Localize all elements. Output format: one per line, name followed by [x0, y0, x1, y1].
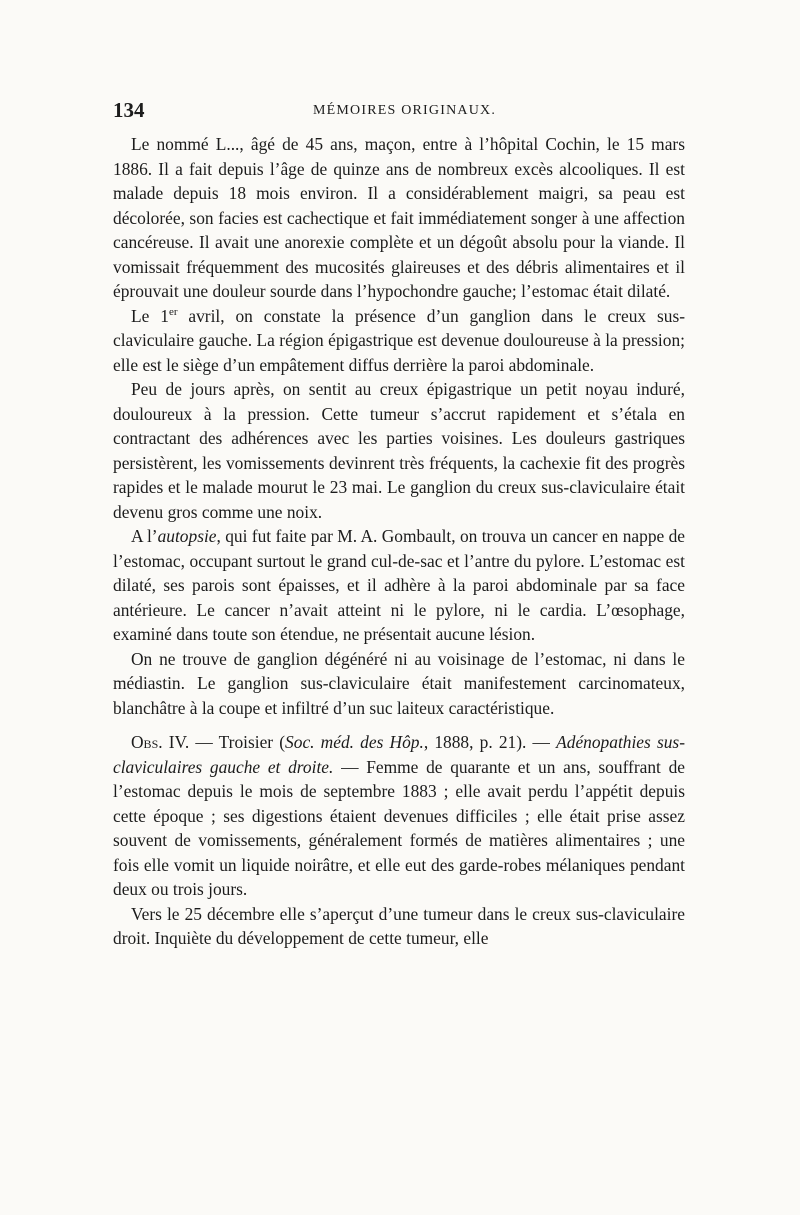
observation-title: Adénopathies sus-claviculaires gauche et droite. — [113, 732, 685, 777]
paragraph-autopsy — [113, 524, 685, 647]
paragraph-april-text: avril, on constate la présence d’un ganglion dans le creux sus-claviculaire gauche. La région épigastrique est devenue douloureuse à la pression; elle est le siège d’un empâtement diffus derrière la paroi abdominale. — [113, 305, 686, 375]
observation-author: — Troisier ( — [189, 732, 286, 752]
autopsy-term: autopsie — [157, 526, 217, 546]
observation-entry — [113, 730, 685, 902]
paragraph-december: Vers le 25 décembre elle s’aperçut d’une tumeur dans le creux sus-claviculaire droit. Inquiète du développement de cette tumeur, elle — [113, 903, 685, 948]
paragraph-ganglion: On ne trouve de ganglion dégénéré ni au voisinage de l’estomac, ni dans le médiastin. Le ganglion sus-claviculaire était manifestement carcinomateux, blanchâtre à la coupe et infiltré d’un suc laiteux caractéristique. — [113, 648, 685, 718]
observation-source: Soc. méd. des Hôp. — [285, 732, 424, 752]
ordinal-superscript: er — [168, 305, 178, 318]
paragraph-tumor-progress: Peu de jours après, on sentit au creux épigastrique un petit noyau induré, douloureux à la pression. Cette tumeur s’accrut rapidement et s’étala en contractant des adhérences avec les parties voisines. Les douleurs gastriques persistèrent, les vomissements devinrent très fréquents, la cachexie fit des progrès rapides et le malade mourut le 23 mai. Le ganglion du creux sus-claviculaire était devenu gros comme une noix. — [113, 379, 685, 522]
paragraph-april-finding — [113, 304, 685, 378]
observation-body: — Femme de quarante et un ans, souffrant de l’estomac depuis le mois de septembre 1883 ; elle avait perdu l’appétit depuis cette époque ; ses digestions étaient devenues difficiles ; elle était prise assez souvent de vomissements, généralement formés de matières alimentaires ; une fois elle vomit un liquide noirâtre, et elle eut des garde-robes mélaniques pendant deux ou trois jours. — [113, 756, 686, 899]
autopsy-text: , qui fut faite par M. A. Gombault, on trouva un cancer en nappe de l’estomac, occupant surtout le grand cul-de-sac et l’antre du pylore. L’estomac est dilaté, ses parois sont épaisses, et il adhère à la paroi abdominale par sa face antérieure. Le cancer n’avait atteint ni le pylore, ni le cardia. L’œsophage, examiné dans toute son étendue, ne présentait aucune lésion. — [113, 526, 685, 644]
page-number: 134 — [113, 98, 145, 122]
running-header — [113, 98, 693, 128]
observation-label: Obs. IV. — [131, 732, 190, 752]
observation-citation: , 1888, p. 21). — — [423, 732, 557, 752]
date-prefix: Le 1 — [131, 305, 169, 326]
body-text — [113, 132, 685, 951]
autopsy-prefix: A l’ — [131, 526, 158, 546]
running-title: MÉMOIRES ORIGINAUX. — [313, 103, 497, 118]
paragraph-case-history: Le nommé L..., âgé de 45 ans, maçon, entre à l’hôpital Cochin, le 15 mars 1886. Il a fait depuis l’âge de quinze ans de nombreux excès alcooliques. Il est malade depuis 18 mois environ. Il a considérablement maigri, sa peau est décolorée, son facies est cachectique et fait immédiatement songer à une affection cancéreuse. Il avait une anorexie complète et un dégoût absolu pour la viande. Il vomissait fréquemment des mucosités glaireuses et des débris alimentaires et il éprouvait une douleur sourde dans l’hypochondre gauche; l’estomac était dilaté. — [113, 134, 685, 301]
